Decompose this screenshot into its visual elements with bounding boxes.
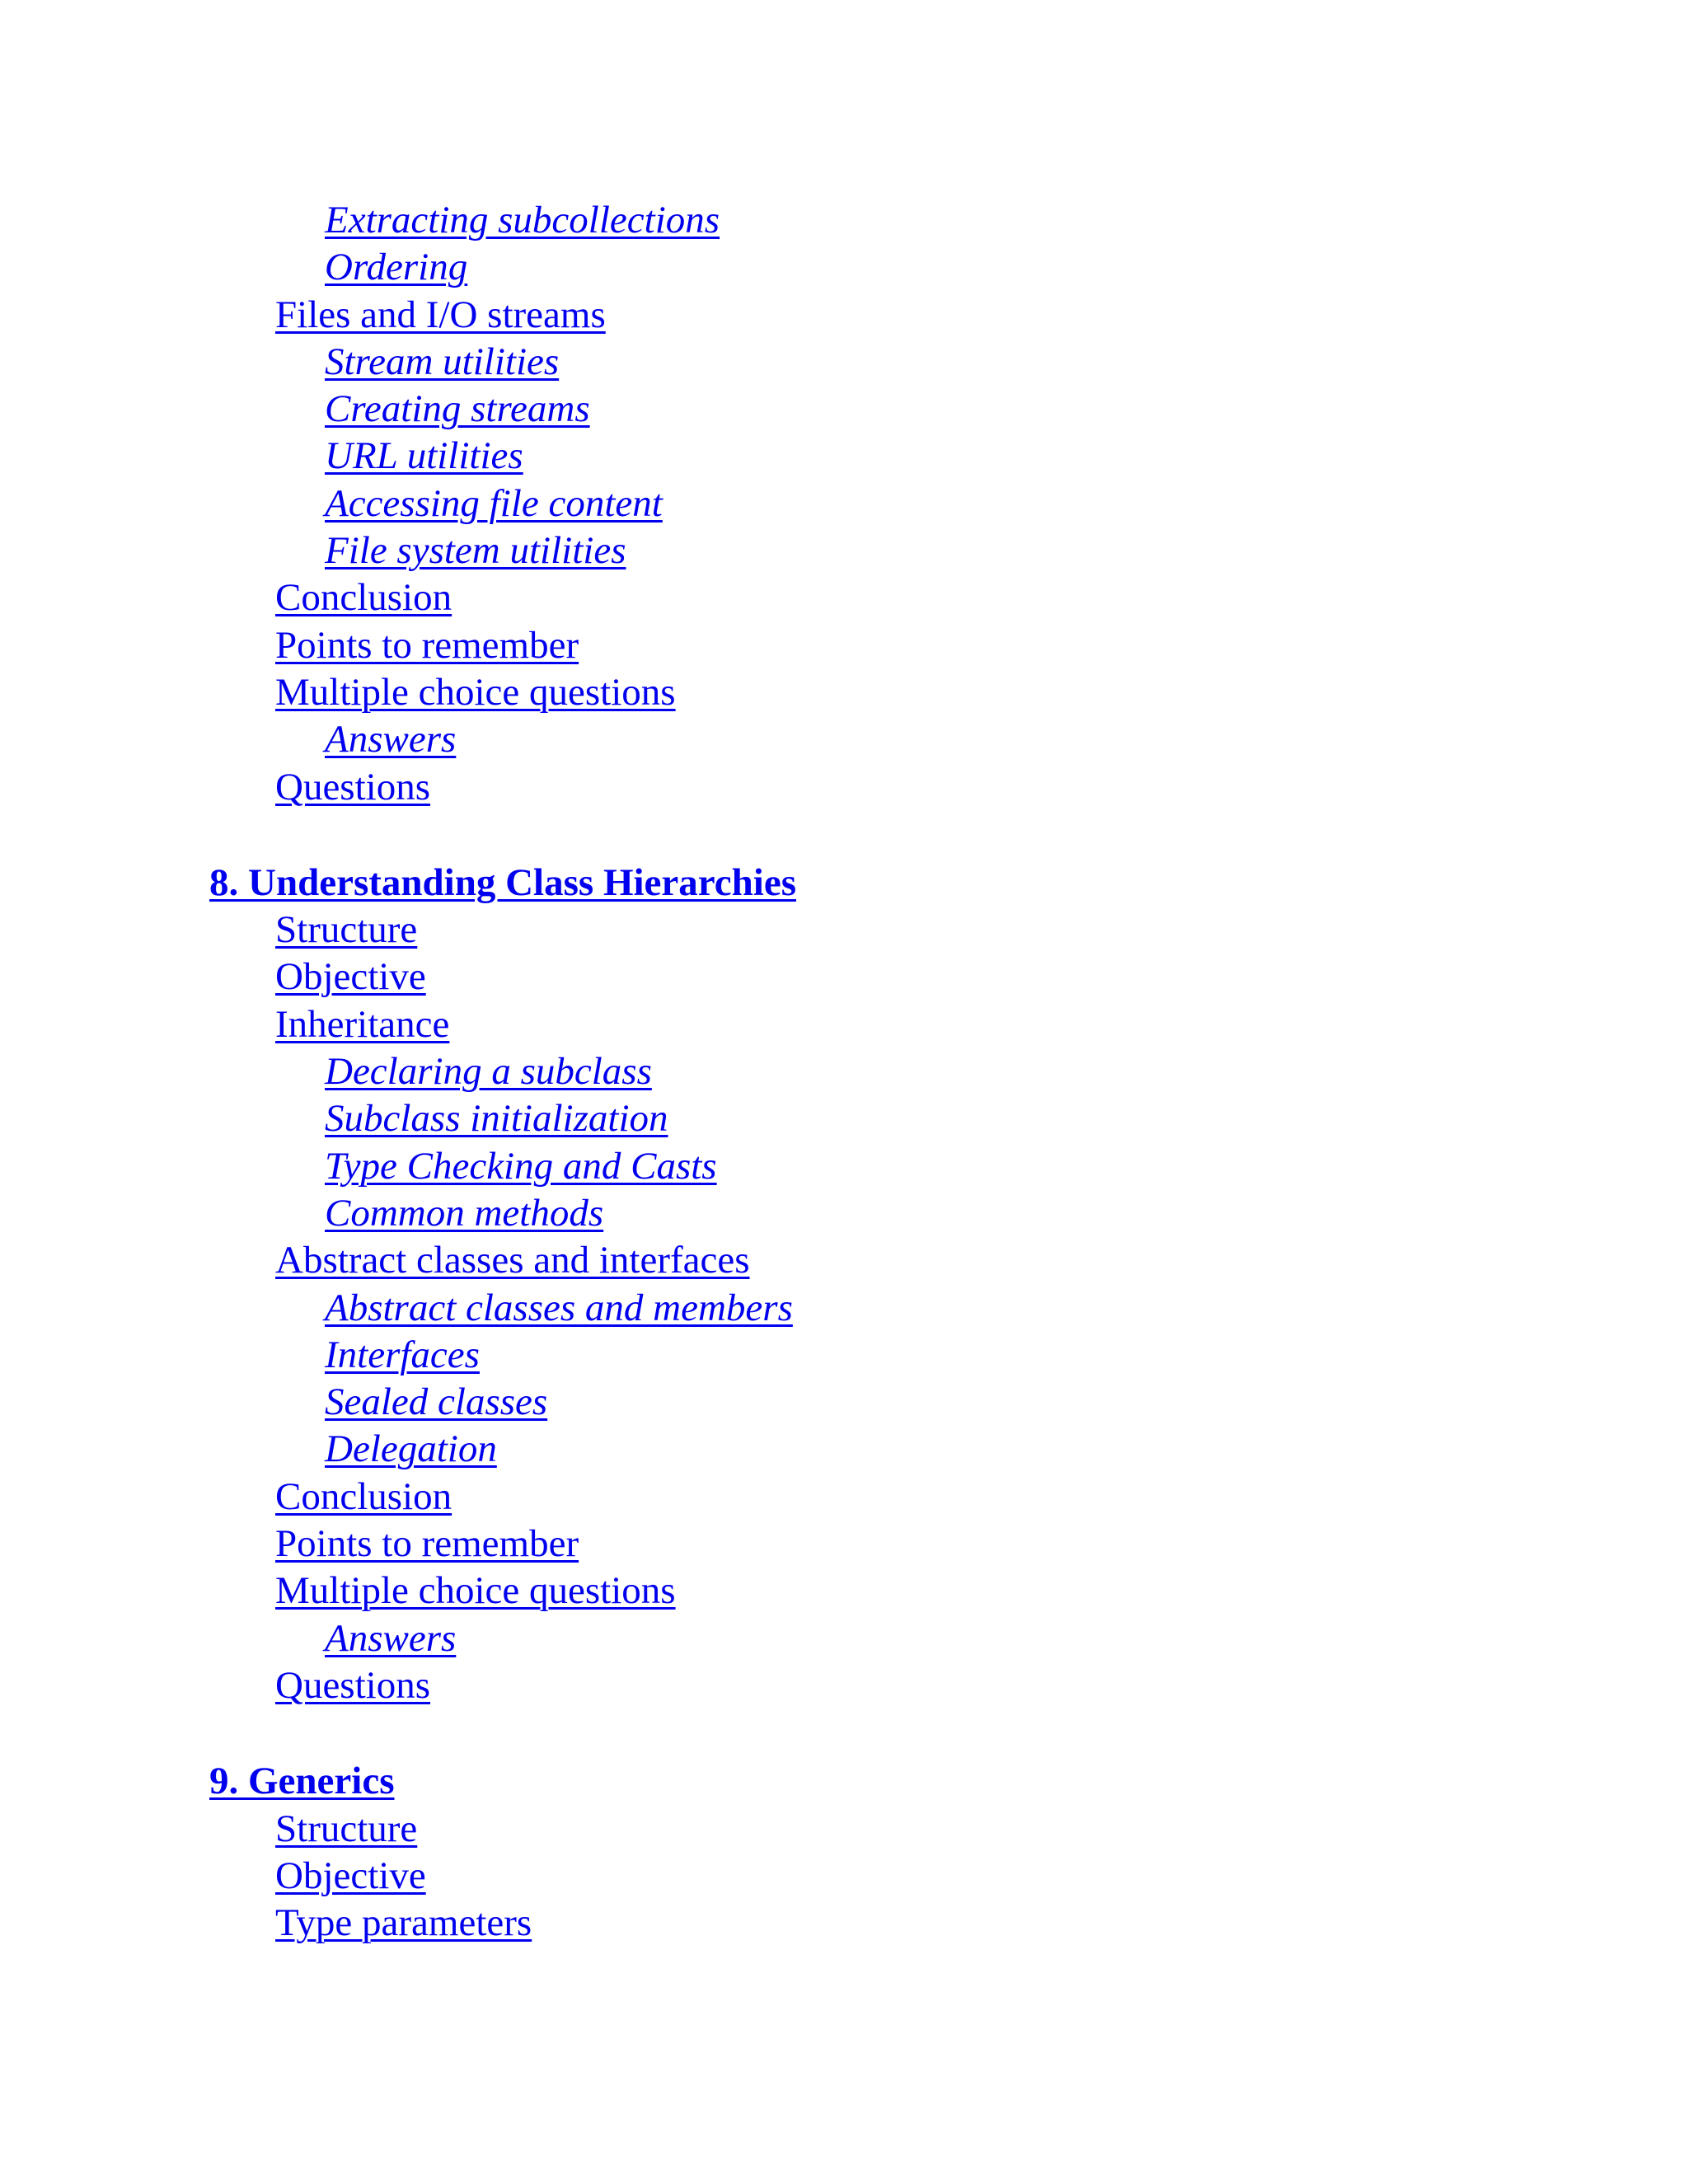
toc-section-link[interactable]: Files and I/O streams: [275, 293, 606, 336]
toc-section-link[interactable]: Abstract classes and interfaces: [275, 1239, 750, 1282]
toc-section-link[interactable]: Objective: [275, 1854, 426, 1897]
toc-section-link[interactable]: Objective: [275, 955, 426, 999]
toc-section-link[interactable]: Points to remember: [275, 1522, 579, 1566]
toc-section-link[interactable]: Multiple choice questions: [275, 670, 676, 714]
toc-sub-row: [0, 1095, 1688, 1142]
toc-section-row: [0, 954, 1688, 1001]
toc-sub-link[interactable]: Sealed classes: [325, 1380, 548, 1424]
toc-sub-row: [0, 1190, 1688, 1237]
toc-sub-row: [0, 527, 1688, 574]
toc-sub-row: [0, 339, 1688, 386]
toc-section-link[interactable]: Multiple choice questions: [275, 1569, 676, 1613]
toc-section-link[interactable]: Type parameters: [275, 1901, 532, 1945]
toc-sub-row: [0, 197, 1688, 244]
chapter-spacer: [0, 811, 1688, 860]
toc-sub-link[interactable]: Answers: [325, 1616, 457, 1660]
toc-section-row: [0, 907, 1688, 954]
toc-sub-row: [0, 386, 1688, 433]
toc-section-row: [0, 1001, 1688, 1048]
toc-sub-link[interactable]: Extracting subcollections: [325, 199, 720, 241]
toc-chapter-row: [0, 860, 1688, 907]
toc-sub-link[interactable]: Subclass initialization: [325, 1097, 668, 1141]
toc-sub-link[interactable]: Common methods: [325, 1191, 604, 1235]
toc-chapter-link[interactable]: 8. Understanding Class Hierarchies: [209, 860, 796, 904]
toc-sub-link[interactable]: Abstract classes and members: [325, 1286, 793, 1329]
toc-sub-row: [0, 1426, 1688, 1473]
toc-sub-link[interactable]: Accessing file content: [325, 481, 663, 525]
toc-sub-link[interactable]: Stream utilities: [325, 340, 560, 383]
toc-section-link[interactable]: Conclusion: [275, 1474, 452, 1518]
toc-sub-link[interactable]: URL utilities: [325, 434, 523, 478]
toc-sub-link[interactable]: Interfaces: [325, 1333, 480, 1376]
toc-chapter-link[interactable]: 9. Generics: [209, 1760, 395, 1803]
toc-sub-row: [0, 1285, 1688, 1332]
toc-sub-link[interactable]: Answers: [325, 718, 457, 762]
toc-section-link[interactable]: Structure: [275, 1807, 418, 1850]
toc-sub-link[interactable]: File system utilities: [325, 529, 626, 573]
toc-sub-link[interactable]: Type Checking and Casts: [325, 1144, 717, 1188]
toc-section-link[interactable]: Questions: [275, 765, 430, 808]
toc-section-link[interactable]: Questions: [275, 1663, 430, 1707]
toc-section-link[interactable]: Conclusion: [275, 576, 452, 620]
toc-section-row: [0, 292, 1688, 339]
toc-sub-link[interactable]: Declaring a subclass: [325, 1050, 652, 1094]
toc-section-row: [0, 1662, 1688, 1709]
toc-section-link[interactable]: Inheritance: [275, 1002, 450, 1046]
toc-section-link[interactable]: Points to remember: [275, 623, 579, 667]
toc-sub-row: [0, 1143, 1688, 1190]
toc-sub-row: [0, 433, 1688, 480]
toc-section-row: [0, 1568, 1688, 1615]
toc-sub-row: [0, 480, 1688, 527]
toc-section-row: [0, 1474, 1688, 1521]
toc-sub-row: [0, 1379, 1688, 1426]
toc-section-row: [0, 622, 1688, 669]
toc-sub-row: [0, 244, 1688, 291]
toc-sub-row: [0, 716, 1688, 763]
toc-sub-link[interactable]: Creating streams: [325, 387, 590, 431]
toc-sub-row: [0, 1048, 1688, 1095]
toc-section-link[interactable]: Structure: [275, 908, 418, 952]
toc-section-row: [0, 1521, 1688, 1568]
toc-section-row: [0, 669, 1688, 716]
toc-sub-link[interactable]: Delegation: [325, 1427, 497, 1471]
chapter-spacer: [0, 1709, 1688, 1758]
toc-section-row: [0, 1853, 1688, 1900]
table-of-contents: [0, 197, 1688, 1947]
toc-section-row: [0, 1806, 1688, 1853]
toc-section-row: [0, 574, 1688, 621]
toc-sub-row: [0, 1332, 1688, 1379]
toc-sub-row: [0, 1615, 1688, 1662]
toc-sub-link[interactable]: Ordering: [325, 246, 468, 289]
toc-section-row: [0, 1900, 1688, 1947]
toc-section-row: [0, 764, 1688, 811]
toc-section-row: [0, 1237, 1688, 1284]
toc-chapter-row: [0, 1758, 1688, 1805]
